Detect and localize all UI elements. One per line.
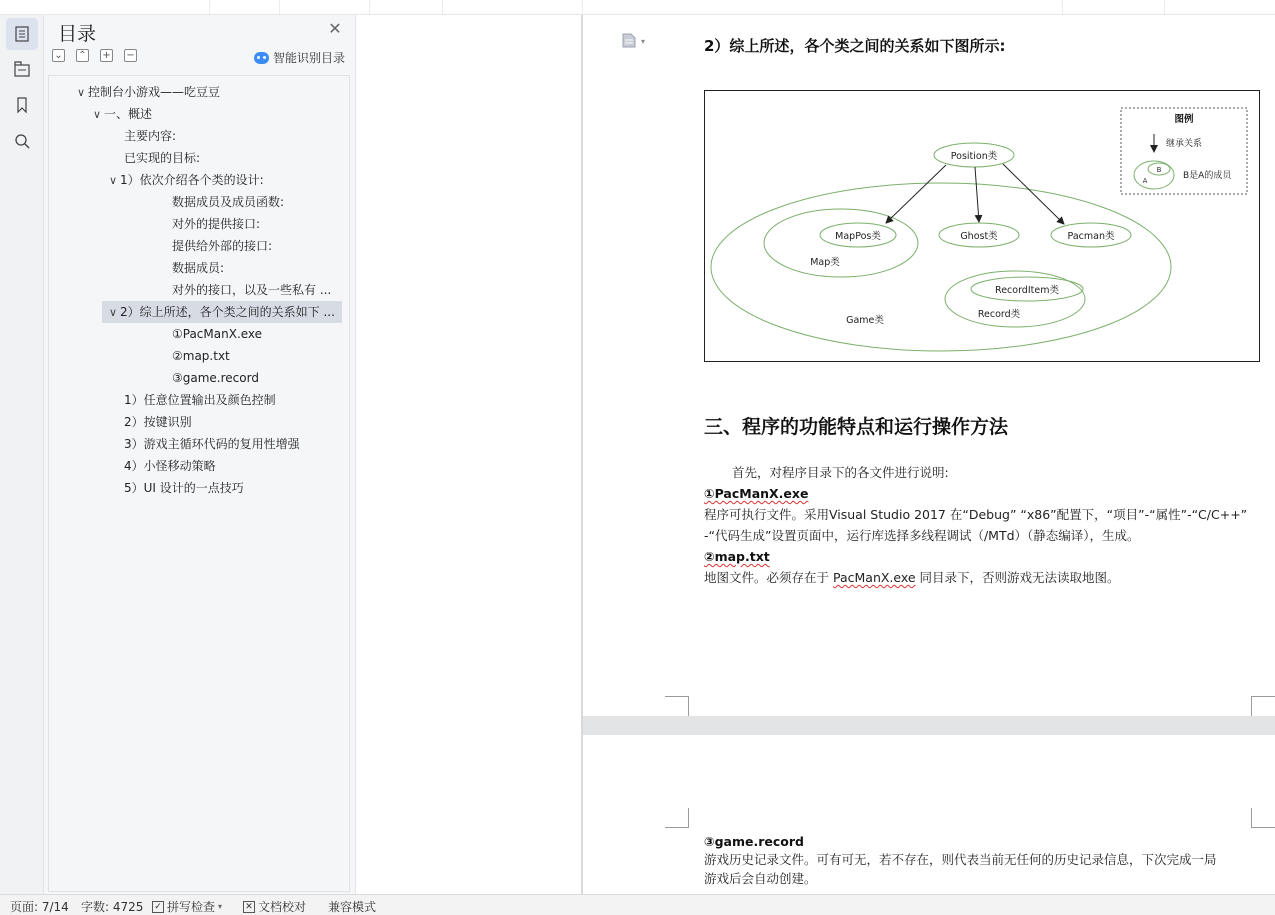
legend-member-label: B是A的成员 — [1183, 171, 1232, 181]
left-icon-rail — [0, 15, 44, 894]
toc-item[interactable]: ∨ 一、概述 — [90, 103, 152, 125]
collapse-all-icon[interactable]: ⌄ — [52, 49, 65, 62]
toc-item[interactable]: 数据成员及成员函数: — [172, 195, 285, 209]
toc-item[interactable]: 对外的提供接口: — [172, 217, 261, 231]
toc-item[interactable]: ①PacManX.exe — [172, 327, 263, 341]
legend-b: B — [1156, 166, 1162, 174]
position-class-label: Position类 — [950, 151, 998, 162]
file2-heading: ②map.txt — [704, 549, 770, 564]
toc-item[interactable]: ②map.txt — [172, 349, 230, 363]
toc-item[interactable]: 已实现的目标: — [124, 151, 201, 165]
chevron-down-icon[interactable]: ∨ — [108, 306, 118, 319]
toc-item[interactable]: 4）小怪移动策略 — [124, 459, 216, 473]
file1-desc-line1: 程序可执行文件。采用Visual Studio 2017 在“Debug” “x86”配置下，“项目”-“属性”-“C/C++” — [704, 507, 1248, 522]
class-relation-diagram — [704, 90, 1260, 362]
search-icon — [13, 132, 31, 150]
pacman-class-label: Pacman类 — [1067, 231, 1115, 242]
doc-proof-button[interactable]: ✕ 文档校对 — [243, 898, 306, 915]
toc-item[interactable]: 对外的接口，以及一些私有 ... — [172, 283, 332, 297]
paragraph-layout-icon[interactable] — [622, 33, 636, 48]
compat-mode-label: 兼容模式 — [328, 900, 377, 914]
robot-icon — [254, 52, 269, 64]
toc-item[interactable]: ∨ 控制台小游戏——吃豆豆 — [74, 81, 220, 103]
game-class-label: Game类 — [846, 315, 884, 326]
close-icon[interactable]: ✕ — [328, 19, 342, 38]
page-gap — [583, 716, 1275, 735]
caret-down-icon: ▾ — [218, 902, 223, 911]
toc-item[interactable]: 主要内容: — [124, 129, 177, 143]
map-class-ellipse — [764, 209, 918, 277]
inherit-arrow-mappos — [886, 165, 946, 223]
file3-heading: ③game.record — [704, 834, 804, 849]
toc-toolbar — [52, 49, 137, 65]
toc-icon — [13, 25, 31, 43]
chapter-icon — [13, 60, 31, 78]
toc-item[interactable]: 数据成员: — [172, 261, 225, 275]
checkbox-icon: ✓ — [152, 901, 164, 913]
toc-panel-button[interactable] — [6, 18, 38, 50]
file1-heading: ①PacManX.exe — [704, 486, 809, 501]
intro-paragraph: 首先，对程序目录下的各文件进行说明: — [732, 465, 949, 480]
recorditem-class-label: RecordItem类 — [995, 285, 1059, 296]
document-margin — [356, 15, 583, 894]
proof-icon: ✕ — [243, 901, 255, 913]
file2-desc: 地图文件。必须存在于 PacManX.exe 同目录下，否则游戏无法读取地图。 — [704, 570, 1120, 585]
bookmark-icon — [13, 96, 31, 114]
inherit-arrow-ghost — [975, 167, 979, 222]
game-class-ellipse — [711, 183, 1171, 351]
toc-tree — [48, 75, 350, 892]
page-corner-mark — [1251, 808, 1275, 828]
chevron-down-icon[interactable]: ∨ — [92, 108, 102, 121]
page-corner-mark — [665, 808, 689, 828]
mappos-class-label: MapPos类 — [835, 231, 881, 242]
spell-check-button[interactable]: ✓ 拼写检查 ▾ — [152, 898, 222, 915]
toc-item[interactable]: 5）UI 设计的一点技巧 — [124, 481, 244, 495]
legend-title: 图例 — [1174, 114, 1194, 125]
section-heading: 三、程序的功能特点和运行操作方法 — [704, 416, 1009, 438]
file1-desc-line2: -“代码生成”设置页面中，运行库选择多线程调试（/MTd）（静态编译），生成。 — [704, 528, 1140, 543]
toc-item[interactable]: 2）按键识别 — [124, 415, 192, 429]
top-strip — [0, 0, 1275, 15]
document-page — [583, 15, 1275, 716]
toc-item[interactable]: ∨ 1）依次介绍各个类的设计: — [106, 169, 264, 191]
expand-up-icon[interactable]: ⌃ — [76, 49, 89, 62]
document-page — [583, 735, 1275, 894]
smart-toc-button[interactable] — [254, 49, 345, 66]
file3-desc-line2: 游戏后会自动创建。 — [704, 871, 817, 886]
legend-a: A — [1142, 177, 1148, 185]
status-bar — [0, 894, 1275, 915]
file3-desc-line1: 游戏历史记录文件。可有可无，若不存在，则代表当前无任何的历史记录信息，下次完成一局 — [704, 852, 1217, 867]
toc-title: 目录 — [58, 23, 97, 45]
add-heading-icon[interactable]: + — [100, 49, 113, 62]
page-corner-mark — [665, 696, 689, 716]
toc-item[interactable]: 提供给外部的接口: — [172, 239, 273, 253]
word-count[interactable]: 字数: 4725 — [81, 900, 144, 914]
legend-inherit-label: 继承关系 — [1166, 139, 1203, 149]
page-corner-mark — [1251, 696, 1275, 716]
smart-toc-label: 智能识别目录 — [273, 51, 346, 65]
toc-panel — [44, 15, 356, 894]
chevron-down-icon[interactable]: ∨ — [108, 174, 118, 187]
bookmark-button[interactable] — [6, 89, 38, 121]
toc-item[interactable]: ③game.record — [172, 371, 259, 385]
map-class-label: Map类 — [810, 257, 840, 268]
toc-item-selected[interactable]: ∨ 2）综上所述，各个类之间的关系如下 ... — [102, 301, 342, 323]
search-button[interactable] — [6, 125, 38, 157]
relation-heading: 2）综上所述，各个类之间的关系如下图所示: — [704, 37, 1006, 55]
remove-heading-icon[interactable]: − — [124, 49, 137, 62]
caret-down-icon[interactable]: ▾ — [641, 37, 646, 46]
chevron-down-icon[interactable]: ∨ — [76, 86, 86, 99]
page-indicator[interactable]: 页面: 7/14 — [10, 900, 69, 914]
toc-item[interactable]: 1）任意位置输出及颜色控制 — [124, 393, 276, 407]
chapter-nav-button[interactable] — [6, 53, 38, 85]
ghost-class-label: Ghost类 — [960, 231, 998, 242]
record-class-label: Record类 — [977, 309, 1021, 320]
toc-item[interactable]: 3）游戏主循环代码的复用性增强 — [124, 437, 300, 451]
